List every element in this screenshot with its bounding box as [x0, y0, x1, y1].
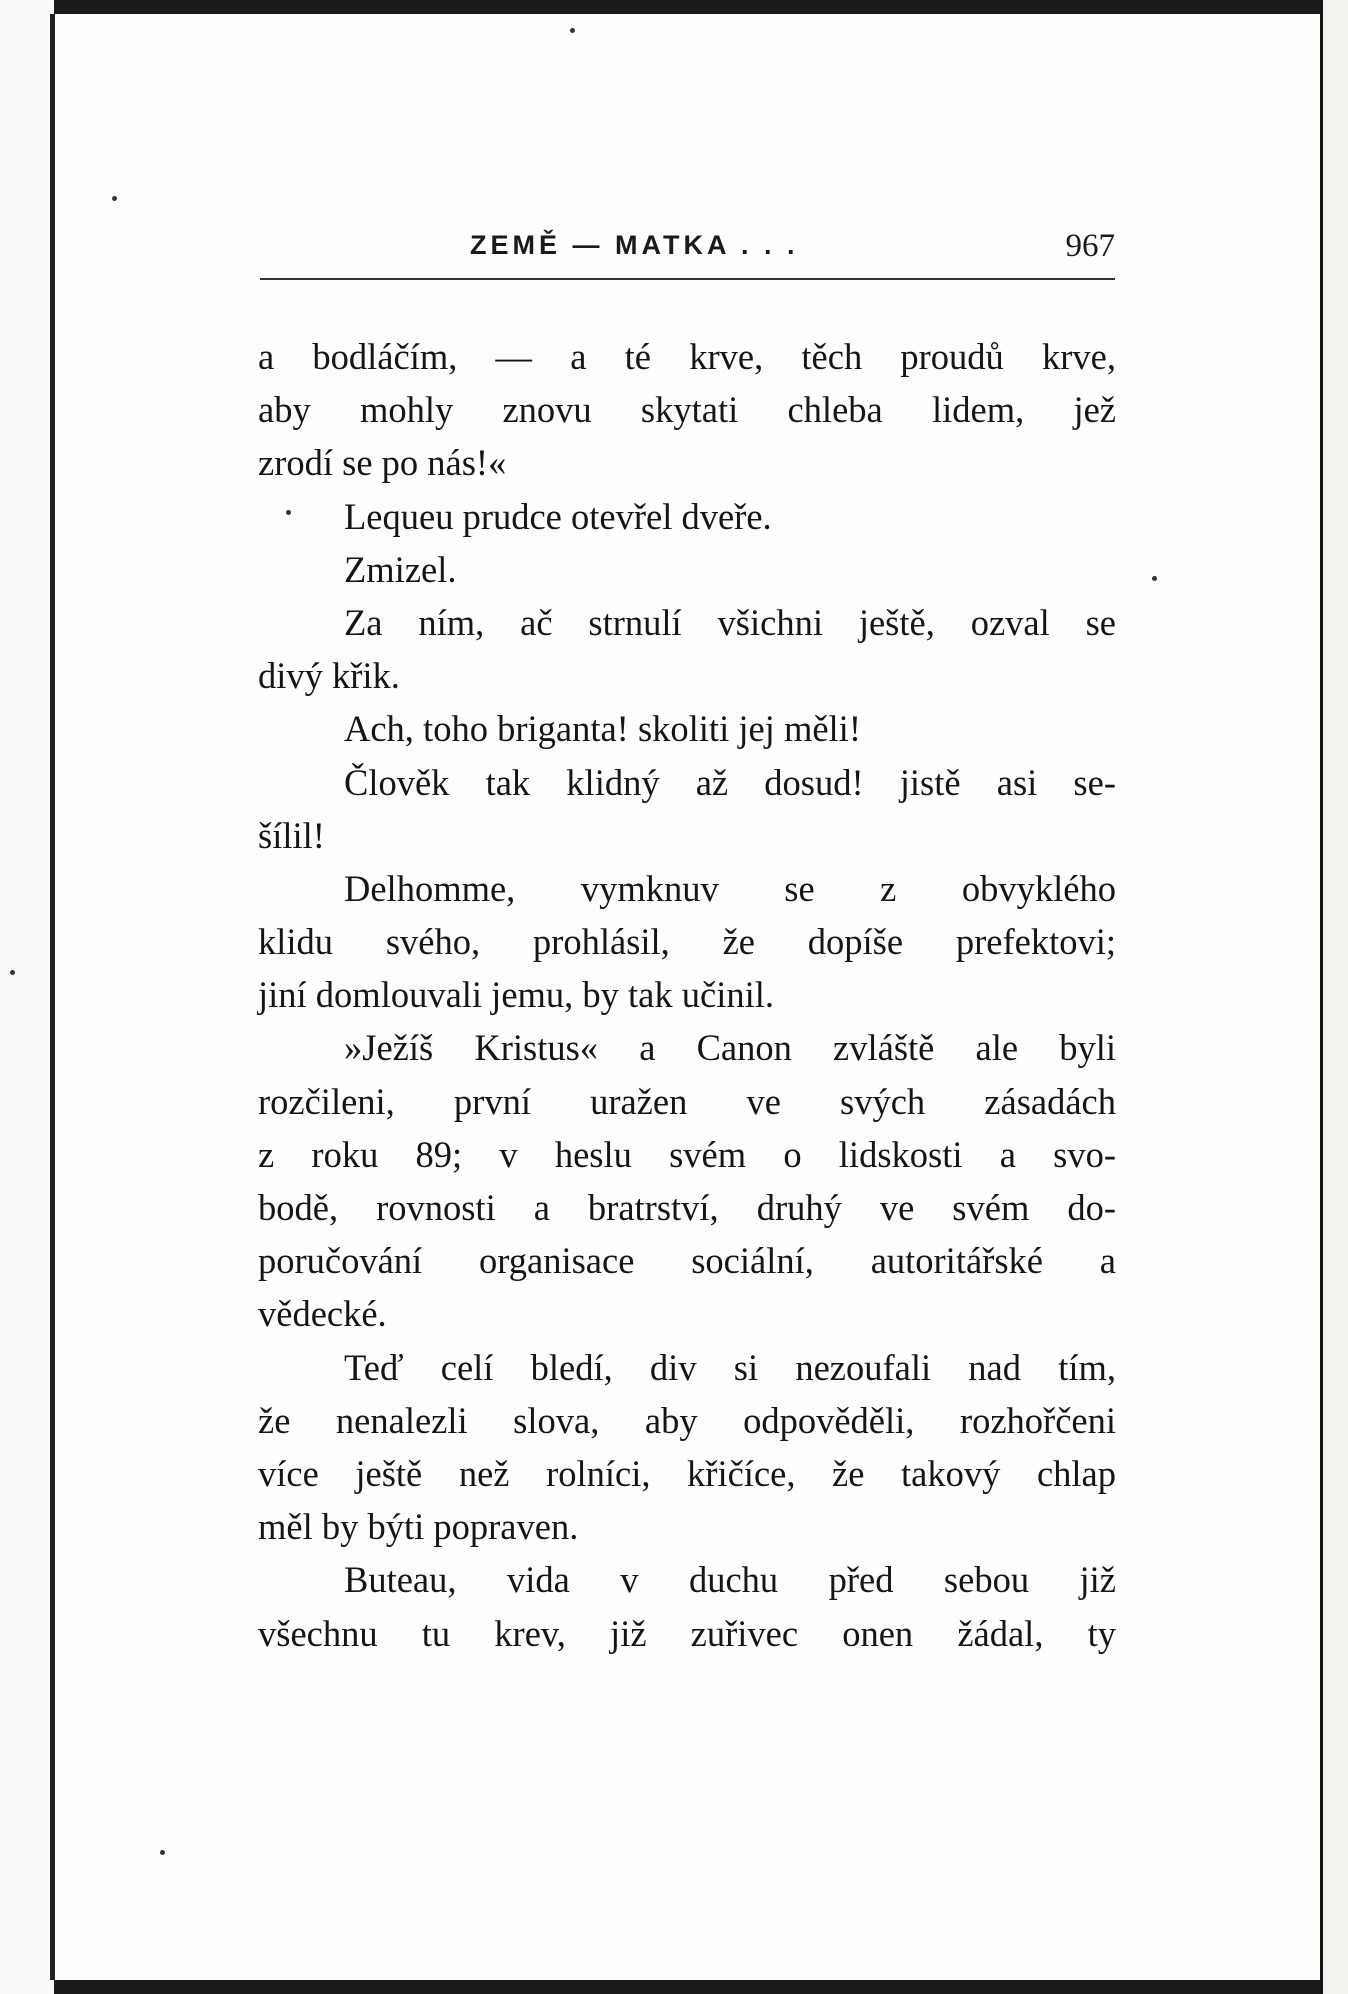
page-left-margin — [0, 0, 54, 1994]
text-line: rozčileni, první uražen ve svých zásadách — [258, 1080, 1116, 1122]
header-rule — [260, 278, 1115, 280]
text-line: všechnu tu krev, již zuřivec onen žádal, ty — [258, 1612, 1116, 1654]
body-text — [258, 330, 1116, 1660]
text-line: Zmizel. — [344, 548, 457, 590]
running-head — [260, 228, 1115, 268]
text-line: a bodláčím, — a té krve, těch proudů krve, — [258, 336, 1116, 377]
text-line: Za ním, ač strnulí všichni ještě, ozval se — [344, 601, 1116, 643]
text-line: více ještě než rolníci, křičíce, že takový chlap — [258, 1452, 1116, 1494]
text-line: klidu svého, prohlásil, že dopíše prefektovi; — [258, 921, 1116, 963]
text-line: Lequeu prudce otevřel dveře. — [344, 495, 772, 537]
binding-edge — [50, 14, 55, 1980]
text-line: Ach, toho briganta! skoliti jej měli! — [344, 708, 861, 750]
text-line: z roku 89; v heslu svém o lidskosti a svo- — [258, 1133, 1116, 1175]
text-line: zrodí se po nás!« — [258, 442, 507, 484]
text-line: poručování organisace sociální, autoritářské a — [258, 1240, 1116, 1282]
text-line: šílil! — [258, 814, 325, 856]
text-line: Buteau, vida v duchu před sebou již — [344, 1559, 1116, 1601]
scan-speck — [112, 196, 117, 201]
running-title: ZEMĚ — MATKA . . . — [470, 230, 799, 260]
text-line: aby mohly znovu skytati chleba lidem, jež — [258, 389, 1116, 431]
page-right-edge — [1320, 0, 1348, 1994]
text-line: Člověk tak klidný až dosud! jistě asi se- — [344, 761, 1116, 803]
scan-speck — [570, 28, 575, 33]
text-line: že nenalezli slova, aby odpověděli, rozhořčeni — [258, 1399, 1116, 1441]
text-line: jiní domlouvali jemu, by tak učinil. — [258, 974, 775, 1016]
page-number: 967 — [1065, 228, 1115, 264]
scan-speck — [10, 970, 15, 975]
scan-speck — [1152, 576, 1157, 581]
text-line: bodě, rovnosti a bratrství, druhý ve svém do- — [258, 1187, 1116, 1228]
text-line: Teď celí bledí, div si nezoufali nad tím, — [344, 1346, 1116, 1388]
text-line: Delhomme, vymknuv se z obvyklého — [344, 867, 1116, 909]
text-line: měl by býti popraven. — [258, 1506, 579, 1548]
scan-speck — [160, 1850, 165, 1855]
text-line: divý křik. — [258, 655, 400, 697]
text-line: vědecké. — [258, 1293, 387, 1335]
text-line: »Ježíš Kristus« a Canon zvláště ale byli — [344, 1027, 1116, 1069]
